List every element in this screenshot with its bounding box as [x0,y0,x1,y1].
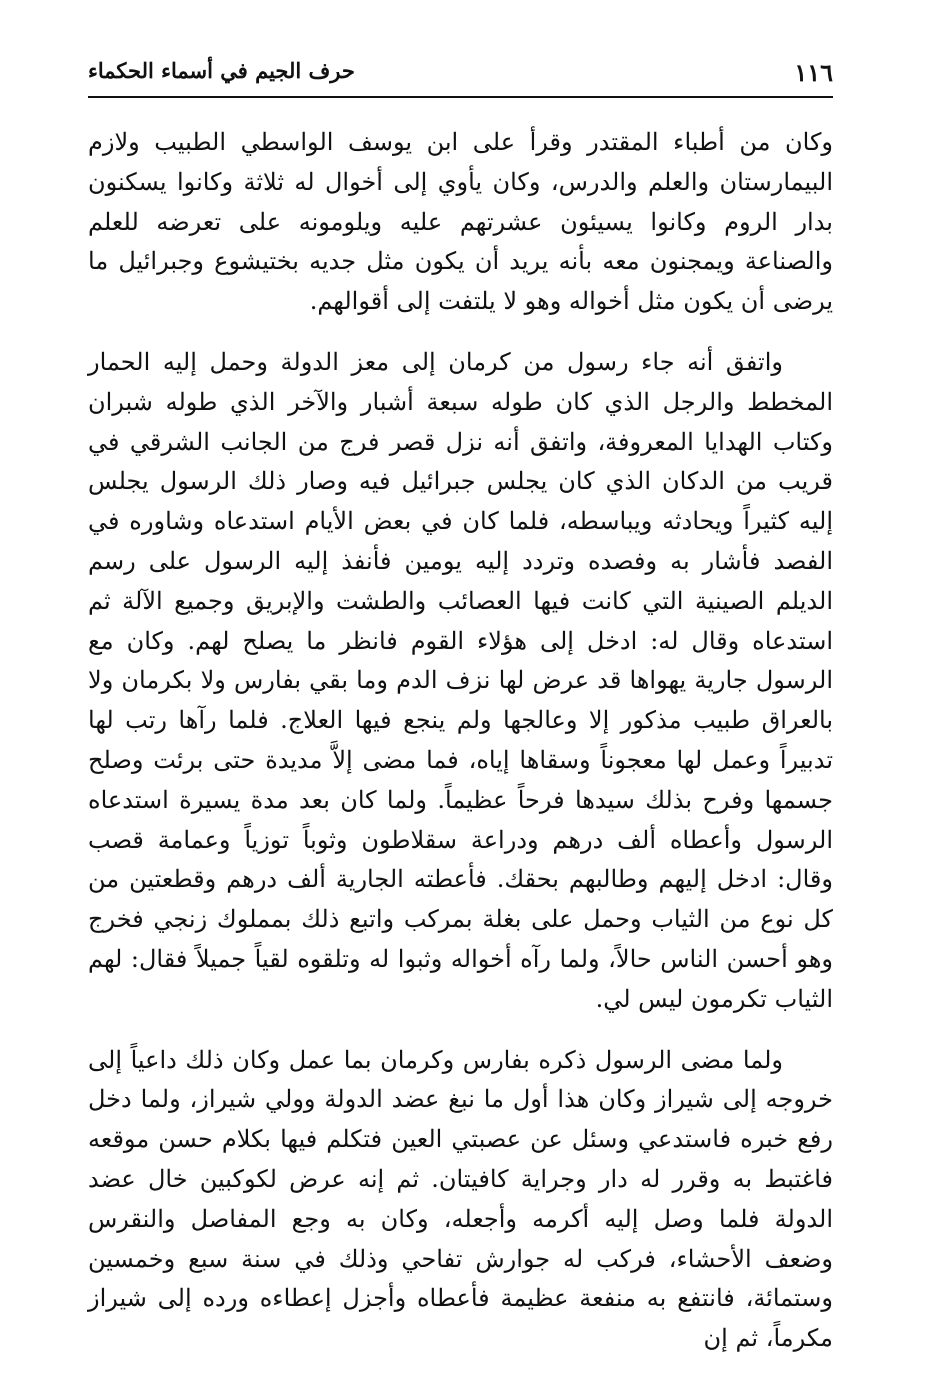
page-number: ١١٦ [794,58,833,87]
body-text [88,123,833,1359]
header-divider [88,96,833,98]
page-header [88,52,833,96]
paragraph-3: ولما مضى الرسول ذكره بفارس وكرمان بما عمل وكان ذلك داعياً إلى خروجه إلى شيراز وكان هذا أول ما نبغ عضد الدولة وولي شيراز، ولما دخل رفع خبره فاستدعي وسئل عن عصبتي العين فتكلم فيها بكلام حسن موقعه فاغتبط به وقرر له دار وجراية كافيتان. ثم إنه عرض لكوكبين خال عضد الدولة فلما وصل إليه أكرمه وأجعله، وكان به وجع المفاصل والنقرس وضعف الأحشاء، فركب له جوارش تفاحي وذلك في سنة سبع وخمسين وستمائة، فانتفع به منفعة عظيمة فأعطاه وأجزل إعطاءه ورده إلى شيراز مكرماً، ثم إن [88,1045,833,1353]
paragraph-1: وكان من أطباء المقتدر وقرأ على ابن يوسف الواسطي الطبيب ولازم البيمارستان والعلم والدرس، وكان يأوي إلى أخوال له ثلاثة وكانوا يسكنون بدار الروم وكانوا يسيئون عشرتهم عليه ويلومونه على تعرضه للعلم والصناعة ويمجنون معه بأنه يريد أن يكون مثل جديه بختيشوع وجبرائيل ما يرضى أن يكون مثل أخواله وهو لا يلتفت إلى أقوالهم. [88,128,833,316]
paragraph-2: واتفق أنه جاء رسول من كرمان إلى معز الدولة وحمل إليه الحمار المخطط والرجل الذي كان طوله سبعة أشبار والآخر الذي طوله شبران وكتاب الهدايا المعروفة، واتفق أنه نزل قصر فرج من الجانب الشرقي في قريب من الدكان الذي كان يجلس جبرائيل فيه وصار ذلك الرسول يجلس إليه كثيراً ويحادثه ويباسطه، فلما كان في بعض الأيام استدعاه وشاوره في الفصد فأشار به وفصده وتردد إليه يومين فأنفذ إليه الرسول على رسم الديلم الصينية التي كانت فيها العصائب والطشت والإبريق وجميع الآلة ثم استدعاه وقال له: ادخل إلى هؤلاء القوم فانظر ما يصلح لهم. وكان مع الرسول جارية يهواها قد عرض لها نزف الدم وما بقي بفارس ولا بكرمان ولا بالعراق طبيب مذكور إلا وعالجها ولم ينجع فيها العلاج. فلما رآها رتب لها تدبيراً وعمل لها معجوناً وسقاها إياه، فما مضى إلاَّ مديدة حتى برئت وصلح جسمها وفرح بذلك سيدها فرحاً عظيماً. ولما كان بعد مدة يسيرة استدعاه الرسول وأعطاه ألف درهم ودراعة سقلاطون وثوباً توزياً وعمامة قصب وقال: ادخل إليهم وطالبهم بحقك. فأعطته الجارية ألف درهم وقطعتين من كل نوع من الثياب وحمل على بغلة بمركب واتبع ذلك بمملوك زنجي فخرج وهو أحسن الناس حالاً، ولما رآه أخواله وثبوا له وتلقوه لقياً جميلاً فقال: لهم الثياب تكرمون ليس لي. [88,347,833,1013]
running-title: حرف الجيم في أسماء الحكماء [88,58,355,83]
